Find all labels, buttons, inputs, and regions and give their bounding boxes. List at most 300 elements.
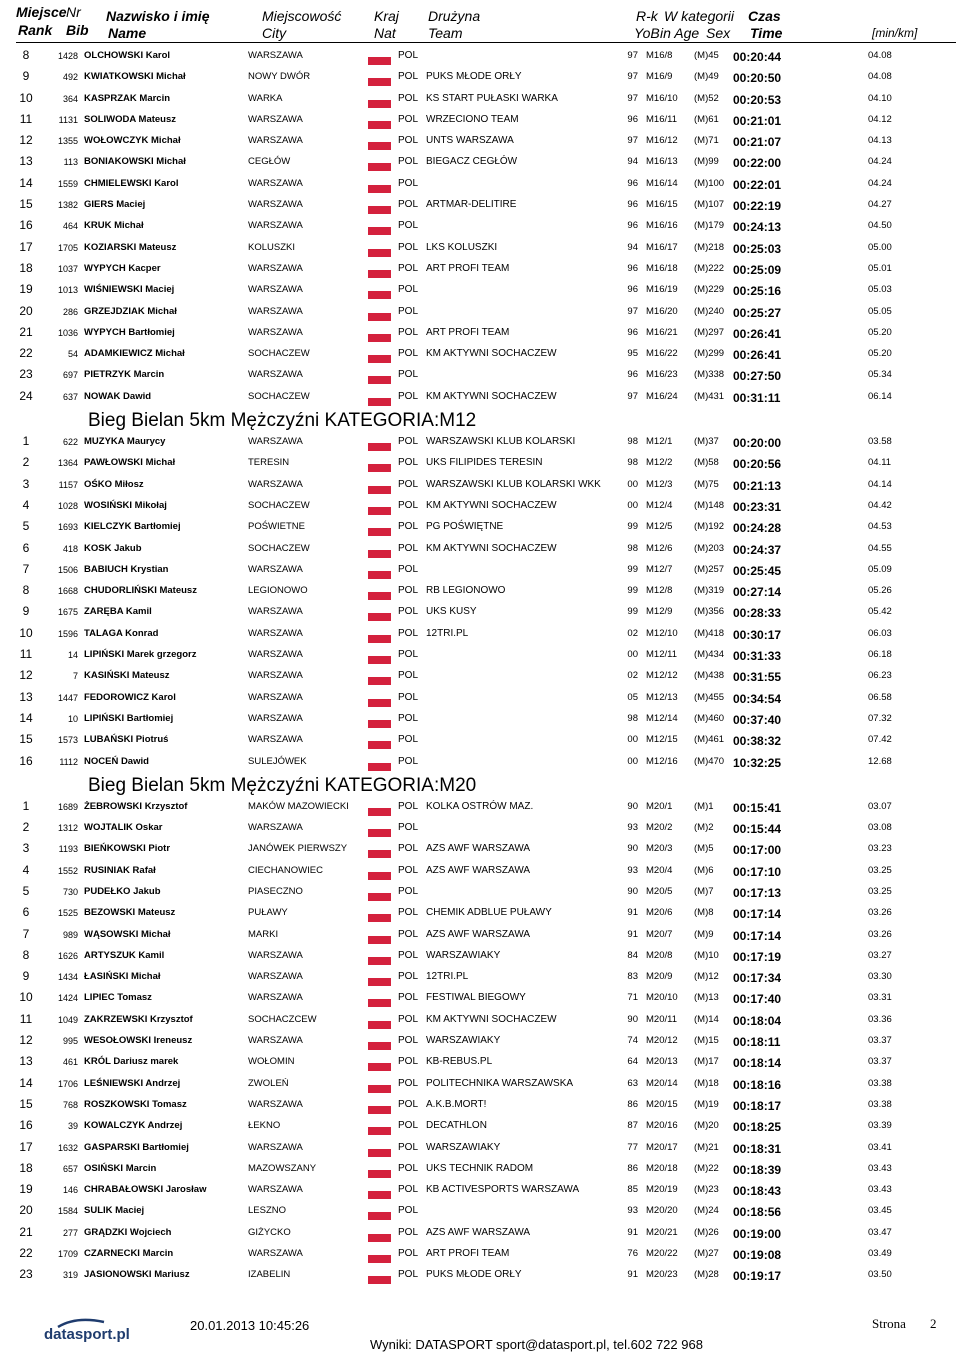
rank-cell: 7 (22, 926, 30, 941)
nat-cell: POL (398, 649, 419, 661)
table-row (0, 259, 960, 280)
bib-cell: 1428 (57, 51, 78, 61)
city-cell: WARSZAWA (248, 992, 303, 1004)
city-cell: PUŁAWY (248, 907, 288, 919)
header-divider (16, 42, 956, 43)
yob-cell: 00 (627, 499, 638, 511)
yob-cell: 05 (627, 691, 638, 703)
poland-flag-icon (368, 971, 391, 986)
nat-cell: POL (398, 1035, 419, 1047)
pace-cell: 04.27 (868, 199, 892, 211)
yob-cell: 99 (627, 563, 638, 575)
sex-rank-cell: (M)23 (694, 1184, 719, 1196)
poland-flag-icon (368, 1163, 391, 1178)
category-cell: M20/15 (646, 1098, 678, 1110)
sex-rank-cell: (M)75 (694, 478, 719, 490)
table-row (0, 496, 960, 517)
poland-flag-icon (368, 135, 391, 150)
nat-cell: POL (398, 457, 419, 469)
poland-flag-icon (368, 1056, 391, 1071)
bib-cell: 7 (72, 671, 78, 682)
nat-cell: POL (398, 369, 419, 381)
yob-cell: 98 (627, 457, 638, 469)
category-cell: M20/10 (646, 992, 678, 1004)
city-cell: SOCHACZEW (248, 499, 310, 511)
sex-rank-cell: (M)431 (694, 390, 725, 402)
time-cell: 00:25:45 (733, 563, 782, 578)
yob-cell: 99 (627, 521, 638, 533)
sex-rank-cell: (M)299 (694, 348, 725, 360)
yob-cell: 97 (627, 92, 638, 104)
poland-flag-icon (368, 242, 391, 257)
city-cell: WARSZAWA (248, 220, 303, 232)
nat-cell: POL (398, 241, 419, 253)
bib-cell: 1552 (57, 865, 78, 876)
category-cell: M20/23 (646, 1269, 678, 1281)
yob-cell: 02 (627, 670, 638, 682)
table-row (0, 216, 960, 237)
time-cell: 00:37:40 (733, 712, 782, 727)
yob-cell: 84 (627, 949, 638, 961)
bib-cell: 1584 (57, 1206, 78, 1217)
sex-rank-cell: (M)12 (694, 971, 719, 983)
time-cell: 00:18:04 (733, 1013, 782, 1028)
sex-rank-cell: (M)218 (694, 241, 725, 253)
yob-cell: 91 (627, 928, 638, 940)
name-cell: CHMIELEWSKI Karol (84, 177, 179, 189)
nat-cell: POL (398, 627, 419, 639)
rank-cell: 2 (22, 820, 30, 835)
category-cell: M16/11 (646, 113, 677, 125)
pace-cell: 03.50 (868, 1269, 892, 1281)
table-row (0, 967, 960, 988)
rank-cell: 15 (19, 197, 33, 212)
pace-cell: 04.11 (868, 457, 892, 469)
bib-cell: 1632 (57, 1142, 78, 1153)
poland-flag-icon (368, 1120, 391, 1135)
sex-rank-cell: (M)17 (694, 1056, 719, 1068)
nat-cell: POL (398, 542, 419, 554)
poland-flag-icon (368, 585, 391, 600)
header-team-pl: Drużyna (428, 8, 481, 24)
city-cell: WARSZAWA (248, 691, 303, 703)
bib-cell: 1049 (57, 1014, 78, 1025)
yob-cell: 97 (627, 135, 638, 147)
poland-flag-icon (368, 907, 391, 922)
name-cell: WYPYCH Bartłomiej (84, 326, 175, 338)
category-cell: M20/13 (646, 1056, 678, 1068)
yob-cell: 91 (627, 1226, 638, 1238)
bib-cell: 277 (62, 1227, 78, 1238)
category-cell: M20/9 (646, 971, 673, 983)
bib-cell: 1028 (57, 500, 78, 511)
rank-cell: 7 (22, 561, 30, 576)
time-cell: 00:19:00 (733, 1226, 782, 1241)
rank-cell: 13 (19, 154, 33, 169)
table-row (0, 475, 960, 496)
sex-rank-cell: (M)26 (694, 1226, 719, 1238)
pace-cell: 04.10 (868, 92, 892, 104)
city-cell: WARSZAWA (248, 627, 303, 639)
table-row (0, 174, 960, 195)
poland-flag-icon (368, 199, 391, 214)
team-cell: A.K.B.MORT! (426, 1098, 487, 1110)
poland-flag-icon (368, 156, 391, 171)
pace-cell: 03.26 (868, 907, 892, 919)
category-cell: M16/16 (646, 220, 678, 232)
category-cell: M16/10 (646, 92, 678, 104)
bib-cell: 39 (67, 1121, 78, 1132)
team-cell: WARSZAWSKI KLUB KOLARSKI WKK (426, 478, 601, 490)
nat-cell: POL (398, 1205, 419, 1217)
rank-cell: 3 (22, 841, 30, 856)
rank-cell: 14 (19, 175, 33, 190)
team-cell: UKS FILIPIDES TERESIN (426, 457, 543, 469)
pace-cell: 03.26 (868, 928, 892, 940)
yob-cell: 95 (627, 348, 638, 360)
team-cell: AZS AWF WARSZAWA (426, 1226, 531, 1238)
name-cell: WIŚNIEWSKI Maciej (84, 284, 175, 296)
pace-cell: 03.47 (868, 1226, 892, 1238)
poland-flag-icon (368, 284, 391, 299)
pace-cell: 03.30 (868, 971, 892, 983)
team-cell: KM AKTYWNI SOCHACZEW (426, 390, 557, 402)
pace-cell: 05.26 (868, 585, 892, 597)
rank-cell: 4 (22, 497, 30, 512)
bib-cell: 364 (62, 93, 78, 104)
team-cell: ART PROFI TEAM (426, 1248, 510, 1260)
rank-cell: 23 (19, 367, 33, 382)
sex-rank-cell: (M)434 (694, 649, 725, 661)
name-cell: ZARĘBA Kamil (84, 606, 152, 618)
yob-cell: 64 (627, 1056, 638, 1068)
category-cell: M20/7 (646, 928, 673, 940)
page-footer (0, 1306, 960, 1356)
city-cell: KOLUSZKI (248, 241, 295, 253)
name-cell: KOWALCZYK Andrzej (84, 1120, 183, 1132)
time-cell: 00:25:27 (733, 305, 782, 320)
name-cell: JASIONOWSKI Mariusz (84, 1269, 190, 1281)
category-cell: M16/22 (646, 348, 678, 360)
bib-cell: 1626 (57, 950, 78, 961)
bib-cell: 1364 (57, 458, 78, 469)
header-team-en: Team (428, 25, 463, 41)
poland-flag-icon (368, 992, 391, 1007)
rank-cell: 10 (19, 990, 33, 1005)
pace-cell: 03.43 (868, 1184, 892, 1196)
bib-cell: 995 (62, 1036, 78, 1047)
yob-cell: 90 (627, 800, 638, 812)
category-cell: M20/18 (646, 1162, 678, 1174)
bib-cell: 768 (62, 1099, 78, 1110)
time-cell: 00:25:16 (733, 284, 782, 299)
category-cell: M20/6 (646, 907, 673, 919)
time-cell: 00:18:11 (733, 1035, 781, 1050)
name-cell: NOCEŃ Dawid (84, 755, 149, 767)
rank-cell: 1 (22, 798, 30, 813)
team-cell: AZS AWF WARSZAWA (426, 928, 531, 940)
sex-rank-cell: (M)319 (694, 585, 725, 597)
table-row (0, 645, 960, 666)
poland-flag-icon (368, 327, 391, 342)
city-cell: WARSZAWA (248, 822, 303, 834)
poland-flag-icon (368, 713, 391, 728)
bib-cell: 1689 (57, 801, 78, 812)
city-cell: WARSZAWA (248, 606, 303, 618)
time-cell: 00:21:13 (733, 478, 782, 493)
category-cell: M16/21 (646, 326, 678, 338)
bib-cell: 730 (62, 886, 78, 897)
table-row (0, 709, 960, 730)
category-cell: M20/4 (646, 864, 673, 876)
city-cell: JANÓWEK PIERWSZY (248, 843, 348, 855)
category-cell: M12/8 (646, 585, 673, 597)
time-cell: 00:20:56 (733, 457, 782, 472)
time-cell: 00:23:31 (733, 499, 782, 514)
page-number: 2 (930, 1316, 937, 1331)
sex-rank-cell: (M)455 (694, 691, 725, 703)
pace-cell: 04.24 (868, 177, 892, 189)
sex-rank-cell: (M)460 (694, 712, 725, 724)
name-cell: OŚKO Miłosz (84, 478, 144, 490)
team-cell: KS START PUŁASKI WARKA (426, 92, 558, 104)
pace-cell: 06.23 (868, 670, 892, 682)
poland-flag-icon (368, 756, 391, 771)
team-cell: PUKS MŁODE ORŁY (426, 71, 522, 83)
nat-cell: POL (398, 885, 419, 897)
yob-cell: 02 (627, 627, 638, 639)
table-row (0, 903, 960, 924)
category-cell: M12/3 (646, 478, 673, 490)
time-cell: 00:19:17 (733, 1269, 782, 1284)
pace-cell: 06.58 (868, 691, 892, 703)
rank-cell: 13 (19, 1054, 33, 1069)
sex-rank-cell: (M)7 (694, 885, 714, 897)
city-cell: WARSZAWA (248, 563, 303, 575)
time-cell: 00:21:01 (733, 113, 782, 128)
pace-cell: 03.49 (868, 1248, 892, 1260)
pace-cell: 05.34 (868, 369, 892, 381)
poland-flag-icon (368, 822, 391, 837)
datasport-logo: datasport.pl (44, 1326, 130, 1343)
table-row (0, 1201, 960, 1222)
rank-cell: 6 (22, 540, 30, 555)
city-cell: WARSZAWA (248, 50, 303, 61)
time-cell: 00:17:14 (733, 907, 782, 922)
bib-cell: 1675 (57, 607, 78, 618)
pace-cell: 04.14 (868, 478, 892, 490)
yob-cell: 98 (627, 542, 638, 554)
header-time-en: Time (750, 25, 783, 41)
time-cell: 00:24:37 (733, 542, 782, 557)
table-row (0, 238, 960, 259)
nat-cell: POL (398, 521, 419, 533)
city-cell: MAZOWSZANY (248, 1162, 317, 1174)
name-cell: TALAGA Konrad (84, 627, 159, 639)
pace-cell: 03.37 (868, 1035, 892, 1047)
name-cell: ADAMKIEWICZ Michał (84, 348, 185, 360)
pace-cell: 05.05 (868, 305, 892, 317)
table-row (0, 302, 960, 323)
yob-cell: 86 (627, 1162, 638, 1174)
table-header (0, 0, 960, 42)
results-credit: Wyniki: DATASPORT sport@datasport.pl, tel.602 722 968 (370, 1337, 703, 1352)
poland-flag-icon (368, 500, 391, 515)
header-cat-en: in Age (660, 25, 700, 41)
pace-cell: 03.38 (868, 1098, 892, 1110)
bib-cell: 1559 (57, 178, 78, 189)
nat-cell: POL (398, 284, 419, 296)
category-cell: M16/20 (646, 305, 678, 317)
city-cell: WARSZAWA (248, 971, 303, 983)
sex-rank-cell: (M)192 (694, 521, 725, 533)
sex-rank-cell: (M)24 (694, 1205, 719, 1217)
city-cell: WARSZAWA (248, 1035, 303, 1047)
rank-cell: 15 (19, 1096, 33, 1111)
name-cell: KASPRZAK Marcin (84, 92, 171, 104)
nat-cell: POL (398, 177, 419, 189)
team-cell: KM AKTYWNI SOCHACZEW (426, 1013, 557, 1025)
yob-cell: 63 (627, 1077, 638, 1089)
city-cell: POŚWIETNE (248, 521, 306, 533)
team-cell: LKS KOLUSZKI (426, 241, 498, 253)
sex-rank-cell: (M)99 (694, 156, 719, 168)
poland-flag-icon (368, 649, 391, 664)
city-cell: CIECHANOWIEC (248, 864, 323, 876)
category-cell: M16/12 (646, 135, 678, 147)
sex-rank-cell: (M)2 (694, 822, 714, 834)
name-cell: ŁASIŃSKI Michał (84, 971, 161, 983)
city-cell: WARSZAWA (248, 113, 303, 125)
city-cell: SOCHACZEW (248, 542, 310, 554)
city-cell: WARSZAWA (248, 284, 303, 296)
header-time-pl: Czas (748, 8, 781, 24)
category-heading (0, 408, 960, 432)
team-cell: KB ACTIVESPORTS WARSZAWA (426, 1184, 580, 1196)
rank-cell: 16 (19, 1118, 33, 1133)
nat-cell: POL (398, 800, 419, 812)
nat-cell: POL (398, 928, 419, 940)
name-cell: WOSIŃSKI Mikołaj (84, 499, 167, 511)
sex-rank-cell: (M)10 (694, 949, 719, 961)
bib-cell: 989 (62, 929, 78, 940)
sex-rank-cell: (M)13 (694, 992, 719, 1004)
table-row (0, 560, 960, 581)
rank-cell: 8 (22, 48, 30, 62)
table-row (0, 1052, 960, 1073)
name-cell: BEZOWSKI Mateusz (84, 907, 176, 919)
name-cell: RUSINIAK Rafał (84, 864, 156, 876)
category-cell: M20/1 (646, 800, 673, 812)
rank-cell: 11 (19, 111, 33, 126)
rank-cell: 15 (19, 732, 33, 747)
bib-cell: 1693 (57, 522, 78, 533)
bib-cell: 637 (62, 391, 78, 402)
city-cell: WARSZAWA (248, 135, 303, 147)
rank-cell: 4 (22, 862, 30, 877)
bib-cell: 1355 (57, 136, 78, 147)
table-row (0, 925, 960, 946)
sex-rank-cell: (M)61 (694, 113, 719, 125)
bib-cell: 1596 (57, 628, 78, 639)
category-cell: M20/8 (646, 949, 673, 961)
category-cell: M12/13 (646, 691, 678, 703)
bib-cell: 1705 (57, 242, 78, 253)
sex-rank-cell: (M)338 (694, 369, 725, 381)
header-rank-en: Rank (18, 22, 53, 38)
nat-cell: POL (398, 156, 419, 168)
category-cell: M20/14 (646, 1077, 678, 1089)
sex-rank-cell: (M)19 (694, 1098, 719, 1110)
table-row (0, 1116, 960, 1137)
nat-cell: POL (398, 755, 419, 767)
results-table (0, 46, 960, 1287)
yob-cell: 90 (627, 885, 638, 897)
nat-cell: POL (398, 499, 419, 511)
team-cell: ART PROFI TEAM (426, 326, 510, 338)
header-yob-en: YoB (634, 25, 660, 41)
rank-cell: 13 (19, 689, 33, 704)
table-row (0, 1180, 960, 1201)
pace-cell: 04.50 (868, 220, 892, 232)
yob-cell: 00 (627, 755, 638, 767)
time-cell: 00:21:07 (733, 135, 782, 150)
city-cell: CEGŁÓW (248, 156, 291, 168)
time-cell: 00:15:41 (733, 800, 782, 815)
table-row (0, 387, 960, 408)
poland-flag-icon (368, 929, 391, 944)
pace-cell: 07.42 (868, 734, 892, 746)
bib-cell: 54 (67, 349, 78, 360)
yob-cell: 90 (627, 1013, 638, 1025)
team-cell: WARSZAWIAKY (426, 1035, 501, 1047)
category-cell: M12/5 (646, 521, 673, 533)
rank-cell: 3 (22, 476, 30, 491)
rank-cell: 9 (22, 69, 30, 84)
team-cell: UKS KUSY (426, 606, 477, 618)
poland-flag-icon (368, 734, 391, 749)
name-cell: CHRABAŁOWSKI Jarosław (84, 1184, 207, 1196)
bib-cell: 1434 (57, 972, 78, 983)
time-cell: 00:18:56 (733, 1205, 782, 1220)
nat-cell: POL (398, 670, 419, 682)
pace-cell: 06.14 (868, 390, 892, 402)
time-cell: 00:26:41 (733, 348, 782, 363)
category-cell: M12/10 (646, 627, 678, 639)
sex-rank-cell: (M)179 (694, 220, 725, 232)
header-city-en: City (262, 25, 287, 41)
table-row (0, 1095, 960, 1116)
name-cell: KRUK Michał (84, 220, 144, 232)
sex-rank-cell: (M)1 (694, 800, 714, 812)
rank-cell: 18 (19, 1160, 33, 1175)
rank-cell: 20 (19, 1203, 33, 1218)
sex-rank-cell: (M)27 (694, 1248, 719, 1260)
poland-flag-icon (368, 1035, 391, 1050)
table-row (0, 946, 960, 967)
yob-cell: 97 (627, 50, 638, 61)
table-row (0, 1159, 960, 1180)
team-cell: CHEMIK ADBLUE PUŁAWY (426, 907, 552, 919)
city-cell: WOŁOMIN (248, 1056, 295, 1068)
city-cell: WARSZAWA (248, 369, 303, 381)
bib-cell: 14 (67, 650, 78, 661)
yob-cell: 91 (627, 1269, 638, 1281)
rank-cell: 19 (19, 1182, 33, 1197)
city-cell: SOCHACZCEW (248, 1013, 317, 1025)
time-cell: 00:17:13 (733, 885, 782, 900)
city-cell: GIŻYCKO (248, 1226, 291, 1238)
